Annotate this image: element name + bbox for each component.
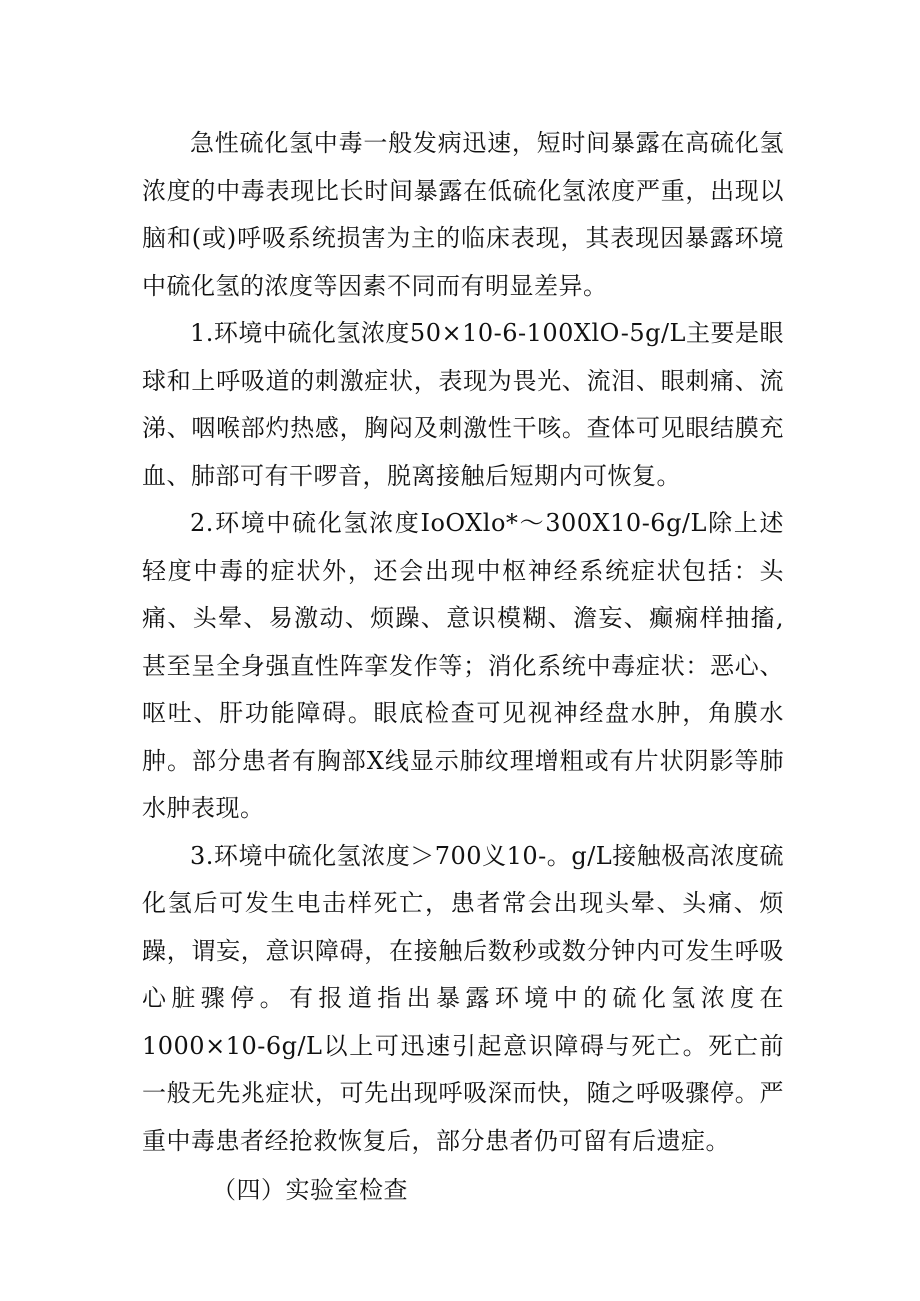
paragraph-item-3: 3.环境中硫化氢浓度＞700义10-。g/L接触极高浓度硫化氢后可发生电击样死亡，患者常会出现头晕、头痛、烦躁，谓妄，意识障碍，在接触后数秒或数分钟内可发生呼吸心脏骤停。有报道指出暴露环境中的硫化氢浓度在1000×10-6g/L以上可迅速引起意识障碍与死亡。死亡前一般无先兆症状，可先出现呼吸深而快，随之呼吸骤停。严重中毒患者经抢救恢复后，部分患者仍可留有后遗症。: [142, 841, 784, 1155]
paragraph-item-2: 2.环境中硫化氢浓度IoOXlo*～300X10-6g/L除上述轻度中毒的症状外，还会出现中枢神经系统症状包括：头痛、头晕、易激动、烦躁、意识模糊、澹妄、癫痫样抽搐,甚至呈全身强直性阵挛发作等；消化系统中毒症状：恶心、呕吐、肝功能障碍。眼底检查可见视神经盘水肿，角膜水肿。部分患者有胸部X线显示肺纹理增粗或有片状阴影等肺水肿表现。: [142, 509, 784, 822]
paragraph-intro: 急性硫化氢中毒一般发病迅速，短时间暴露在高硫化氢浓度的中毒表现比长时间暴露在低硫化氢浓度严重，出现以脑和(或)呼吸系统损害为主的临床表现，其表现因暴露环境中硫化氢的浓度等因素不同而有明显差异。: [142, 129, 784, 300]
section-heading: （四）实验室检查: [212, 1176, 408, 1204]
document-body: [142, 120, 784, 1215]
paragraph-item-1: 1.环境中硫化氢浓度50×10-6-100XlO-5g/L主要是眼球和上呼吸道的刺激症状，表现为畏光、流泪、眼刺痛、流涕、咽喉部灼热感，胸闷及刺激性干咳。查体可见眼结膜充血、肺部可有干啰音，脱离接触后短期内可恢复。: [142, 319, 784, 490]
